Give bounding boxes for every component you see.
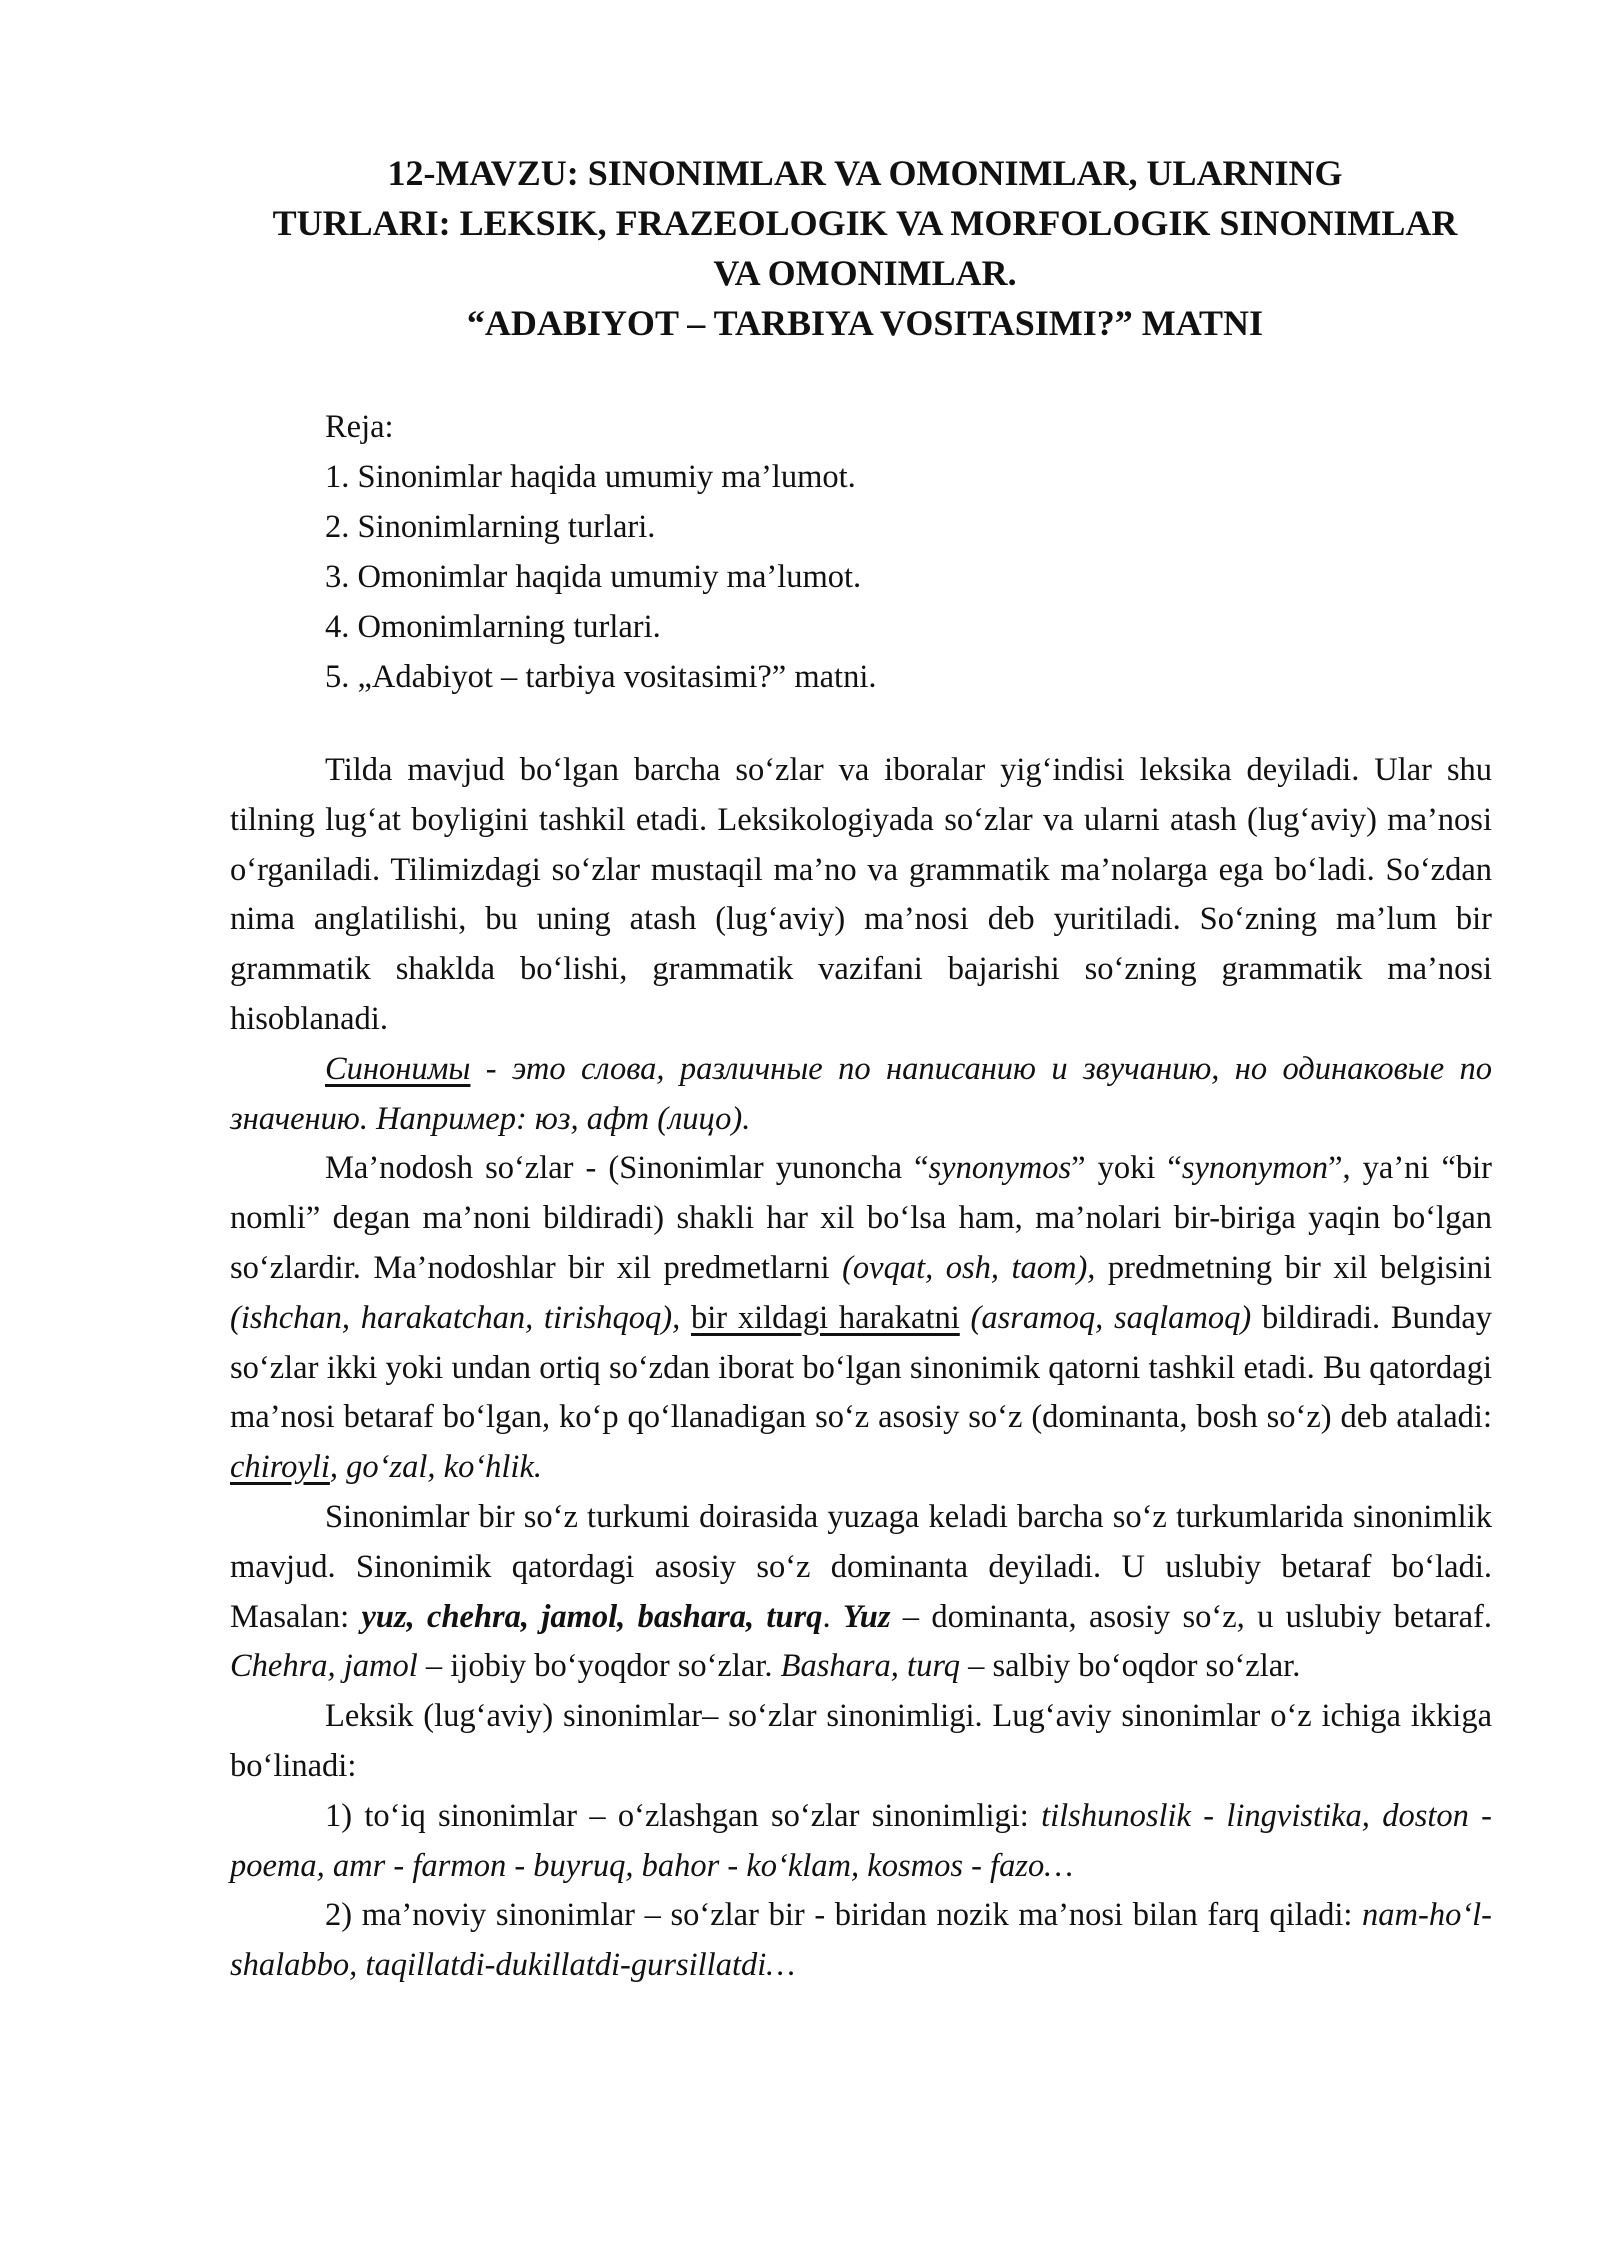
lesson-plan bbox=[325, 402, 876, 702]
title-line: 12-MAVZU: SINONIMLAR VA OMONIMLAR, ULARNING bbox=[387, 153, 1343, 193]
italic-example: (ishchan, harakatchan, tirishqoq), bbox=[230, 1299, 681, 1336]
paragraph-lexical-synonyms: Leksik (lugʻaviy) sinonimlar– soʻzlar sinonimligi. Lugʻaviy sinonimlar oʻz ichiga ikkiga boʻlinadi: bbox=[230, 1698, 1492, 1784]
text-run bbox=[960, 1300, 971, 1336]
plan-heading: Reja: bbox=[325, 409, 394, 445]
italic-example: Chehra, jamol bbox=[230, 1648, 418, 1685]
underlined-example: chiroyli bbox=[230, 1449, 330, 1486]
title-line: VA OMONIMLAR. bbox=[713, 253, 1017, 293]
italic-term: synonymon bbox=[1181, 1150, 1329, 1187]
text-run: – dominanta, asosiy soʻz, u uslubiy betaraf. bbox=[890, 1598, 1492, 1635]
title-line: TURLARI: LEKSIK, FRAZEOLOGIK VA MORFOLOGIK SINONIMLAR bbox=[272, 203, 1458, 243]
text-run: ” yoki “ bbox=[1071, 1150, 1182, 1187]
underlined-phrase: bir xildagi harakatni bbox=[691, 1299, 960, 1336]
bold-italic-term: Yuz bbox=[842, 1598, 891, 1635]
paragraph-russian-definition bbox=[230, 1045, 1492, 1145]
plan-item: 2. Sinonimlarning turlari. bbox=[325, 509, 656, 545]
body-text bbox=[230, 746, 1492, 1991]
text-run bbox=[680, 1300, 691, 1336]
paragraph-lexicon: Tilda mavjud boʻlgan barcha soʻzlar va iboralar yigʻindisi leksika deyiladi. Ular shu tilning lugʻat boyligini tashkil etadi. Leksikologiyada soʻzlar va ularni atash (lugʻaviy) ma’nosi oʻrganiladi. Tilimizdagi soʻzlar mustaqil ma’no va grammatik ma’nolarga ega boʻladi. Soʻzdan nima anglatilishi, bu uning atash (lugʻaviy) ma’nosi deb yuritiladi. Soʻzning ma’lum bir grammatik shaklda boʻlishi, grammatik vazifani bajarishi soʻzning grammatik ma’nosi hisoblanadi. bbox=[230, 752, 1492, 1037]
text-run: Ma’nodosh soʻzlar - (Sinonimlar yunoncha “ bbox=[325, 1150, 929, 1187]
plan-item: 1. Sinonimlar haqida umumiy ma’lumot. bbox=[325, 459, 856, 495]
paragraph-dominant bbox=[230, 1493, 1492, 1692]
underlined-term: Синонимы bbox=[325, 1050, 471, 1087]
paragraph-full-synonyms bbox=[230, 1792, 1492, 1892]
bold-italic-example: yuz, chehra, jamol, bashara, turq bbox=[361, 1598, 823, 1635]
text-run: 1) toʻiq sinonimlar – oʻzlashgan soʻzlar sinonimligi: bbox=[325, 1797, 1042, 1834]
italic-example: nam-hoʻl-shalabbo, taqillatdi-dukillatdi-gursillatdi… bbox=[230, 1897, 1492, 1984]
text-run: ”, ya’ni “bir nomli” degan ma’noni bildiradi) shakli har xil boʻlsa ham, ma’nolari bir-biriga yaqin boʻlgan soʻzlardir. Ma’nodoshlar bir xil predmetlarni bbox=[230, 1150, 1492, 1286]
plan-item: 3. Omonimlar haqida umumiy ma’lumot. bbox=[325, 559, 862, 595]
plan-item: 5. „Adabiyot – tarbiya vositasimi?” matni. bbox=[325, 659, 877, 695]
text-run: Sinonimlar bir soʻz turkumi doirasida yuzaga keladi barcha soʻz turkumlarida sinonimlik mavjud. Sinonimik qatordagi asosiy soʻz dominanta deyiladi. U uslubiy betaraf boʻladi. Masalan: bbox=[230, 1498, 1492, 1635]
italic-example: , goʻzal, koʻhlik. bbox=[329, 1449, 542, 1486]
definition-text: - это слова, различные по написанию и звучанию, но одинаковые по значению. Например: юз, афт (лицо). bbox=[230, 1050, 1492, 1137]
italic-example: Bashara, turq bbox=[780, 1648, 961, 1685]
text-run: 2) ma’noviy sinonimlar – soʻzlar bir - biridan nozik ma’nosi bilan farq qiladi: bbox=[325, 1897, 1363, 1934]
text-run: – ijobiy boʻyoqdor soʻzlar. bbox=[417, 1648, 781, 1685]
italic-example: tilshunoslik - lingvistika, doston - poema, amr - farmon - buyruq, bahor - koʻklam, kosmos - fazo… bbox=[230, 1797, 1492, 1884]
text-run: bildiradi. Bunday soʻzlar ikki yoki undan ortiq soʻzdan iborat boʻlgan sinonimik qatorni tashkil etadi. Bu qatordagi ma’nosi betaraf boʻlgan, koʻp qoʻllanadigan soʻz asosiy soʻz (dominanta, bosh soʻz) deb ataladi: bbox=[230, 1299, 1493, 1436]
italic-example: (ovqat, osh, taom), bbox=[842, 1249, 1096, 1286]
lesson-title bbox=[230, 148, 1500, 348]
paragraph-semantic-synonyms bbox=[230, 1891, 1492, 1991]
text-run: – salbiy boʻoqdor soʻzlar. bbox=[960, 1648, 1301, 1685]
title-line: “ADABIYOT – TARBIYA VOSITASIMI?” MATNI bbox=[466, 303, 1264, 343]
italic-term: synonymos bbox=[928, 1150, 1072, 1187]
italic-example: (asramoq, saqlamoq) bbox=[970, 1299, 1252, 1336]
paragraph-synonyms-definition bbox=[230, 1144, 1492, 1493]
text-run: predmetning bir xil belgisini bbox=[1095, 1249, 1493, 1286]
plan-item: 4. Omonimlarning turlari. bbox=[325, 609, 661, 645]
text-run: . bbox=[822, 1598, 843, 1635]
